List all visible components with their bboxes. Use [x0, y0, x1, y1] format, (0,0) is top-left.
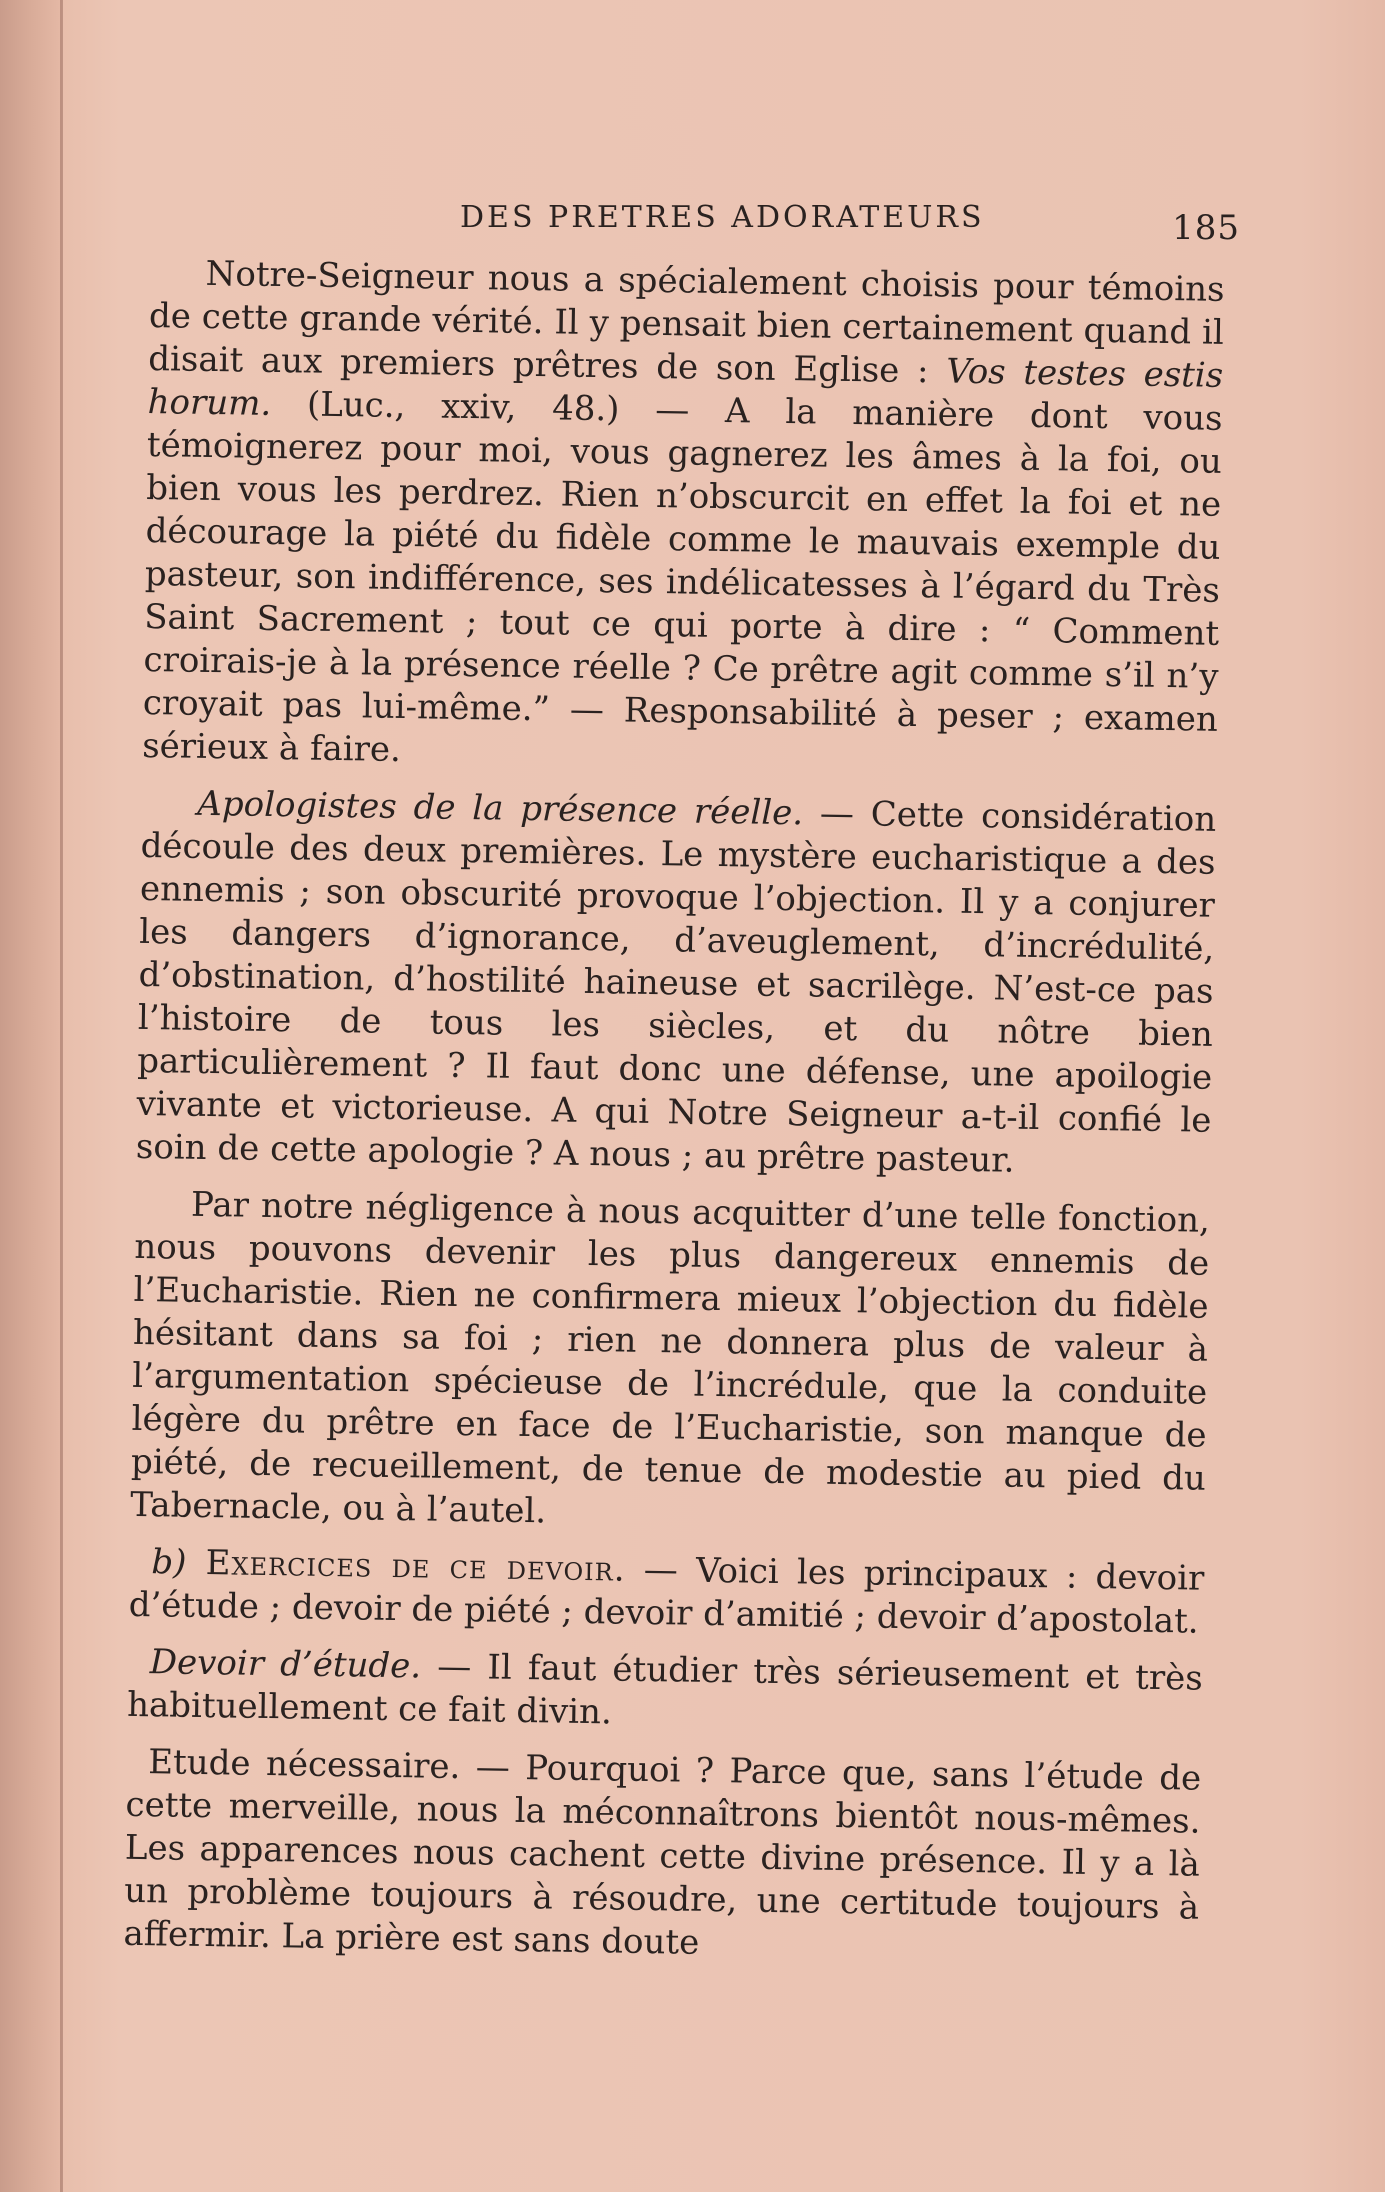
paragraph-text: — Il faut étudier très sérieusement et très habituellement ce fait divin. — [126, 1646, 1204, 1733]
paragraph-apologists — [136, 782, 1217, 1186]
paragraph-text: — Voici les principaux : devoir d’étude ; devoir de piété ; devoir d’amitié ; devoir d’apostolat. — [128, 1549, 1205, 1642]
paragraph-negligence: Par notre négligence à nous acquitter d’une telle fonction, nous pouvons devenir les plus dangereux ennemis de l’Eucharistie. Rien ne confirmera mieux l’objection du fidèle hésitant dans sa foi ; rien ne donnera plus de valeur à l’argumentation spécieuse de l’incrédule, que la conduite légère du prêtre en face de l’Eucharistie, son manque de piété, de recueillement, de tenue de modestie au pied du Tabernacle, ou à l’autel. — [130, 1184, 1211, 1532]
page-number: 185 — [1172, 208, 1240, 248]
paragraph-text: Notre-Seigneur nous a spécialement choisis pour témoins de cette grande vérité. Il y pensait bien certainement quand il disait aux premiers prêtres de son Eglise : — [148, 253, 1225, 392]
section-heading: Apologistes de la présence réelle. — [197, 783, 804, 834]
page-header — [160, 200, 1250, 246]
paragraph-text: — Cette considération découle des deux premières. Le mystère eucharistique a des ennemis ; son obscurité provoque l’objection. Il y a conjurer les dangers d’ignorance, d’aveuglement, d’incrédulité, d’obstination, d’hostilité haineuse et sacrilège. N’est-ce pas l’histoire de tous les siècles, et du nôtre bien particulièrement ? Il faut donc une défense, une apoilogie vivante et victorieuse. A qui Notre Seigneur a-t-il confié le soin de cette apologie ? A nous ; au prêtre pasteur. — [135, 793, 1217, 1181]
paragraph-study-duty — [127, 1641, 1203, 1744]
paragraph-necessary-study: Etude nécessaire. — Pourquoi ? Parce que, sans l’étude de cette merveille, nous la méconnaîtrons bientôt nous-mêmes. Les apparences nous cachent cette divine présence. Il y a là un problème toujours à résoudre, une certitude toujours à affermir. La prière est sans doute — [123, 1742, 1202, 1963]
body-text — [123, 252, 1225, 1987]
paragraph-exercises — [128, 1541, 1204, 1644]
page-gutter — [0, 0, 62, 2192]
section-heading: Devoir d’étude. — [149, 1642, 422, 1687]
latin-quote: Vos testes estis horum. — [147, 351, 1224, 424]
running-head: DES PRETRES ADORATEURS — [460, 200, 985, 235]
paragraph-witnesses — [142, 252, 1225, 785]
section-heading: Exercices de ce devoir. — [186, 1542, 626, 1590]
paragraph-text: (Luc., xxiv, 48.) — A la manière dont vous témoignerez pour moi, vous gagnerez les âmes à la foi, ou bien vous les perdrez. Rien n’obscurcit en effet la foi et ne décourage la piété du fidèle comme le mauvais exemple du pasteur, son indifférence, ses indélicatesses à l’égard du Très Saint Sacrement ; tout ce qui porte à dire : “ Comment croirais-je à la présence réelle ? Ce prêtre agit comme s’il n’y croyait pas lui-même.” — Responsabilité à peser ; examen sérieux à faire. — [141, 383, 1223, 770]
list-marker: b) — [151, 1542, 187, 1583]
binding-shadow — [60, 0, 63, 2192]
